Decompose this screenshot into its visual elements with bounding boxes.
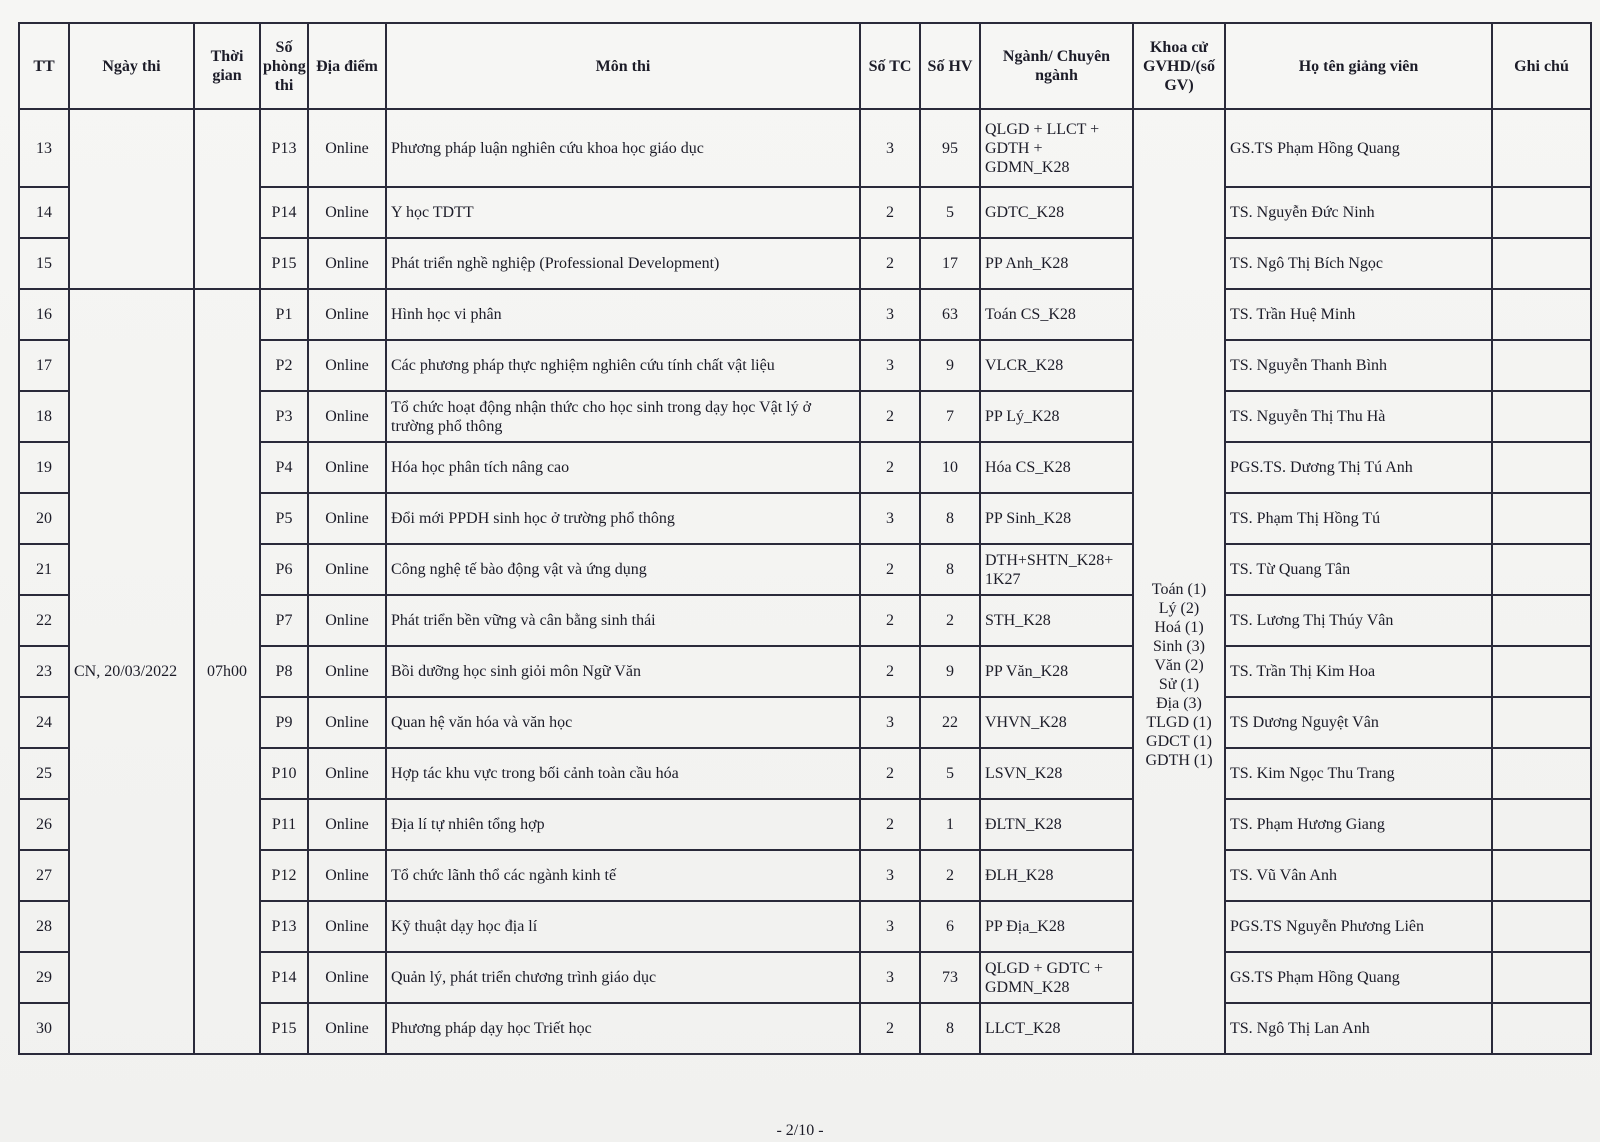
- cell-mon-thi: Địa lí tự nhiên tổng hợp: [386, 799, 860, 850]
- khoa-cu-item: Lý (2): [1158, 600, 1200, 617]
- cell-tt: 20: [19, 493, 69, 544]
- cell-mon-thi: Công nghệ tế bào động vật và ứng dụng: [386, 544, 860, 595]
- header-so-phong-thi: Số phòng thi: [260, 23, 308, 109]
- cell-tt: 28: [19, 901, 69, 952]
- cell-giang-vien: TS. Lương Thị Thúy Vân: [1225, 595, 1492, 646]
- cell-mon-thi: Đổi mới PPDH sinh học ở trường phổ thông: [386, 493, 860, 544]
- header-nganh: Ngành/ Chuyên ngành: [980, 23, 1133, 109]
- cell-so-hv: 63: [920, 289, 980, 340]
- cell-nganh: QLGD + GDTC + GDMN_K28: [980, 952, 1133, 1003]
- cell-thoi-gian: 07h00: [194, 289, 260, 1054]
- cell-phong: P2: [260, 340, 308, 391]
- khoa-cu-item: TLGD (1): [1146, 714, 1212, 731]
- cell-so-hv: 9: [920, 646, 980, 697]
- cell-mon-thi: Hóa học phân tích nâng cao: [386, 442, 860, 493]
- cell-so-tc: 3: [860, 697, 920, 748]
- cell-tt: 16: [19, 289, 69, 340]
- cell-giang-vien: TS. Phạm Thị Hồng Tú: [1225, 493, 1492, 544]
- cell-giang-vien: TS. Nguyễn Thanh Bình: [1225, 340, 1492, 391]
- cell-giang-vien: TS. Phạm Hương Giang: [1225, 799, 1492, 850]
- cell-tt: 13: [19, 109, 69, 187]
- cell-ghi-chu: [1492, 493, 1591, 544]
- cell-phong: P5: [260, 493, 308, 544]
- cell-phong: P13: [260, 109, 308, 187]
- cell-nganh: GDTC_K28: [980, 187, 1133, 238]
- cell-dia-diem: Online: [308, 646, 386, 697]
- cell-nganh: VLCR_K28: [980, 340, 1133, 391]
- header-khoa-cu: Khoa cử GVHD/(số GV): [1133, 23, 1225, 109]
- cell-nganh: ĐLTN_K28: [980, 799, 1133, 850]
- khoa-cu-item: Hoá (1): [1154, 619, 1204, 636]
- cell-ghi-chu: [1492, 187, 1591, 238]
- cell-ghi-chu: [1492, 289, 1591, 340]
- cell-giang-vien: TS. Trần Thị Kim Hoa: [1225, 646, 1492, 697]
- cell-tt: 26: [19, 799, 69, 850]
- cell-so-tc: 2: [860, 442, 920, 493]
- cell-dia-diem: Online: [308, 850, 386, 901]
- cell-giang-vien: TS. Nguyễn Đức Ninh: [1225, 187, 1492, 238]
- cell-dia-diem: Online: [308, 391, 386, 442]
- cell-so-tc: 3: [860, 901, 920, 952]
- header-mon-thi: Môn thi: [386, 23, 860, 109]
- cell-dia-diem: Online: [308, 493, 386, 544]
- cell-tt: 27: [19, 850, 69, 901]
- cell-so-tc: 2: [860, 391, 920, 442]
- cell-mon-thi: Hình học vi phân: [386, 289, 860, 340]
- cell-phong: P15: [260, 1003, 308, 1054]
- cell-nganh: PP Anh_K28: [980, 238, 1133, 289]
- cell-giang-vien: PGS.TS. Dương Thị Tú Anh: [1225, 442, 1492, 493]
- cell-so-tc: 2: [860, 595, 920, 646]
- cell-giang-vien: GS.TS Phạm Hồng Quang: [1225, 109, 1492, 187]
- cell-ghi-chu: [1492, 646, 1591, 697]
- cell-khoa-cu: [1133, 109, 1225, 1054]
- cell-giang-vien: PGS.TS Nguyễn Phương Liên: [1225, 901, 1492, 952]
- cell-giang-vien: TS. Ngô Thị Lan Anh: [1225, 1003, 1492, 1054]
- exam-schedule-table: [18, 22, 1592, 1055]
- cell-ghi-chu: [1492, 799, 1591, 850]
- cell-so-tc: 2: [860, 748, 920, 799]
- cell-so-hv: 8: [920, 544, 980, 595]
- cell-so-tc: 2: [860, 1003, 920, 1054]
- khoa-cu-item: GDTH (1): [1145, 752, 1213, 769]
- khoa-cu-item: Toán (1): [1151, 581, 1207, 598]
- cell-so-tc: 3: [860, 109, 920, 187]
- cell-nganh: LSVN_K28: [980, 748, 1133, 799]
- cell-so-tc: 2: [860, 799, 920, 850]
- cell-nganh: PP Địa_K28: [980, 901, 1133, 952]
- cell-mon-thi: Kỹ thuật dạy học địa lí: [386, 901, 860, 952]
- khoa-cu-item: Sinh (3): [1153, 638, 1205, 655]
- cell-dia-diem: Online: [308, 109, 386, 187]
- cell-ngay-thi: CN, 20/03/2022: [69, 289, 194, 1054]
- cell-so-hv: 5: [920, 748, 980, 799]
- cell-so-tc: 3: [860, 493, 920, 544]
- cell-dia-diem: Online: [308, 340, 386, 391]
- cell-mon-thi: Bồi dưỡng học sinh giỏi môn Ngữ Văn: [386, 646, 860, 697]
- cell-ghi-chu: [1492, 595, 1591, 646]
- cell-mon-thi: Phát triển bền vững và cân bằng sinh thái: [386, 595, 860, 646]
- cell-nganh: Hóa CS_K28: [980, 442, 1133, 493]
- cell-tt: 24: [19, 697, 69, 748]
- cell-so-hv: 2: [920, 850, 980, 901]
- cell-ghi-chu: [1492, 952, 1591, 1003]
- cell-ghi-chu: [1492, 340, 1591, 391]
- cell-giang-vien: TS. Vũ Vân Anh: [1225, 850, 1492, 901]
- cell-tt: 23: [19, 646, 69, 697]
- cell-mon-thi: Y học TDTT: [386, 187, 860, 238]
- cell-so-hv: 17: [920, 238, 980, 289]
- cell-giang-vien: TS. Ngô Thị Bích Ngọc: [1225, 238, 1492, 289]
- cell-so-hv: 22: [920, 697, 980, 748]
- cell-mon-thi: Phương pháp luận nghiên cứu khoa học giáo dục: [386, 109, 860, 187]
- cell-phong: P4: [260, 442, 308, 493]
- cell-phong: P11: [260, 799, 308, 850]
- cell-mon-thi: Quan hệ văn hóa và văn học: [386, 697, 860, 748]
- cell-ngay-thi-blank: [69, 109, 194, 289]
- cell-mon-thi: Tổ chức hoạt động nhận thức cho học sinh trong dạy học Vật lý ở trường phổ thông: [386, 391, 860, 442]
- cell-so-hv: 1: [920, 799, 980, 850]
- table-row: [19, 109, 1591, 187]
- header-so-hv: Số HV: [920, 23, 980, 109]
- cell-ghi-chu: [1492, 697, 1591, 748]
- cell-giang-vien: TS. Nguyễn Thị Thu Hà: [1225, 391, 1492, 442]
- cell-so-tc: 3: [860, 289, 920, 340]
- cell-ghi-chu: [1492, 442, 1591, 493]
- cell-phong: P14: [260, 187, 308, 238]
- header-ngay-thi: Ngày thi: [69, 23, 194, 109]
- cell-tt: 30: [19, 1003, 69, 1054]
- cell-phong: P9: [260, 697, 308, 748]
- cell-nganh: LLCT_K28: [980, 1003, 1133, 1054]
- khoa-cu-item: Địa (3): [1156, 695, 1202, 712]
- cell-phong: P3: [260, 391, 308, 442]
- cell-mon-thi: Hợp tác khu vực trong bối cảnh toàn cầu hóa: [386, 748, 860, 799]
- cell-tt: 19: [19, 442, 69, 493]
- cell-tt: 22: [19, 595, 69, 646]
- cell-so-hv: 95: [920, 109, 980, 187]
- cell-dia-diem: Online: [308, 1003, 386, 1054]
- cell-nganh: PP Sinh_K28: [980, 493, 1133, 544]
- cell-dia-diem: Online: [308, 799, 386, 850]
- cell-ghi-chu: [1492, 850, 1591, 901]
- cell-mon-thi: Các phương pháp thực nghiệm nghiên cứu tính chất vật liệu: [386, 340, 860, 391]
- cell-nganh: VHVN_K28: [980, 697, 1133, 748]
- cell-dia-diem: Online: [308, 697, 386, 748]
- cell-nganh: ĐLH_K28: [980, 850, 1133, 901]
- cell-dia-diem: Online: [308, 187, 386, 238]
- cell-tt: 14: [19, 187, 69, 238]
- cell-so-hv: 7: [920, 391, 980, 442]
- cell-so-hv: 73: [920, 952, 980, 1003]
- cell-ghi-chu: [1492, 238, 1591, 289]
- cell-tt: 25: [19, 748, 69, 799]
- cell-tt: 29: [19, 952, 69, 1003]
- cell-tt: 18: [19, 391, 69, 442]
- cell-giang-vien: TS Dương Nguyệt Vân: [1225, 697, 1492, 748]
- header-tt: TT: [19, 23, 69, 109]
- cell-giang-vien: TS. Trần Huệ Minh: [1225, 289, 1492, 340]
- table-row: [19, 289, 1591, 340]
- cell-dia-diem: Online: [308, 289, 386, 340]
- cell-dia-diem: Online: [308, 595, 386, 646]
- cell-phong: P12: [260, 850, 308, 901]
- cell-phong: P1: [260, 289, 308, 340]
- cell-ghi-chu: [1492, 901, 1591, 952]
- cell-so-tc: 2: [860, 238, 920, 289]
- cell-so-tc: 2: [860, 187, 920, 238]
- cell-so-hv: 9: [920, 340, 980, 391]
- cell-so-hv: 5: [920, 187, 980, 238]
- cell-ghi-chu: [1492, 1003, 1591, 1054]
- cell-dia-diem: Online: [308, 748, 386, 799]
- cell-tt: 17: [19, 340, 69, 391]
- cell-dia-diem: Online: [308, 544, 386, 595]
- cell-ghi-chu: [1492, 391, 1591, 442]
- cell-so-tc: 3: [860, 952, 920, 1003]
- header-ghi-chu: Ghi chú: [1492, 23, 1591, 109]
- cell-so-tc: 3: [860, 850, 920, 901]
- cell-so-tc: 3: [860, 340, 920, 391]
- cell-phong: P15: [260, 238, 308, 289]
- cell-ghi-chu: [1492, 748, 1591, 799]
- cell-nganh: QLGD + LLCT + GDTH + GDMN_K28: [980, 109, 1133, 187]
- khoa-cu-item: Sử (1): [1158, 676, 1200, 693]
- cell-ghi-chu: [1492, 109, 1591, 187]
- cell-giang-vien: TS. Kim Ngọc Thu Trang: [1225, 748, 1492, 799]
- cell-phong: P10: [260, 748, 308, 799]
- cell-tt: 15: [19, 238, 69, 289]
- cell-so-hv: 10: [920, 442, 980, 493]
- cell-dia-diem: Online: [308, 952, 386, 1003]
- cell-mon-thi: Phát triển nghề nghiệp (Professional Development): [386, 238, 860, 289]
- cell-tt: 21: [19, 544, 69, 595]
- cell-phong: P6: [260, 544, 308, 595]
- khoa-cu-item: Văn (2): [1154, 657, 1204, 674]
- cell-nganh: DTH+SHTN_K28+ 1K27: [980, 544, 1133, 595]
- cell-so-hv: 2: [920, 595, 980, 646]
- cell-giang-vien: TS. Từ Quang Tân: [1225, 544, 1492, 595]
- cell-so-tc: 2: [860, 646, 920, 697]
- cell-nganh: PP Văn_K28: [980, 646, 1133, 697]
- cell-phong: P7: [260, 595, 308, 646]
- cell-dia-diem: Online: [308, 442, 386, 493]
- cell-phong: P8: [260, 646, 308, 697]
- cell-mon-thi: Phương pháp dạy học Triết học: [386, 1003, 860, 1054]
- cell-dia-diem: Online: [308, 901, 386, 952]
- page-number: - 2/10 -: [776, 1122, 824, 1139]
- table-body: [19, 109, 1591, 1054]
- cell-so-hv: 6: [920, 901, 980, 952]
- cell-phong: P13: [260, 901, 308, 952]
- cell-mon-thi: Quản lý, phát triển chương trình giáo dục: [386, 952, 860, 1003]
- cell-thoi-gian-blank: [194, 109, 260, 289]
- cell-dia-diem: Online: [308, 238, 386, 289]
- cell-mon-thi: Tổ chức lãnh thổ các ngành kinh tế: [386, 850, 860, 901]
- header-row: [19, 23, 1591, 109]
- cell-nganh: PP Lý_K28: [980, 391, 1133, 442]
- cell-so-hv: 8: [920, 1003, 980, 1054]
- header-giang-vien: Họ tên giảng viên: [1225, 23, 1492, 109]
- cell-phong: P14: [260, 952, 308, 1003]
- header-dia-diem: Địa điểm: [308, 23, 386, 109]
- cell-so-tc: 2: [860, 544, 920, 595]
- khoa-cu-item: GDCT (1): [1146, 733, 1212, 750]
- cell-ghi-chu: [1492, 544, 1591, 595]
- cell-nganh: STH_K28: [980, 595, 1133, 646]
- header-thoi-gian: Thời gian: [194, 23, 260, 109]
- header-so-tc: Số TC: [860, 23, 920, 109]
- cell-so-hv: 8: [920, 493, 980, 544]
- cell-nganh: Toán CS_K28: [980, 289, 1133, 340]
- cell-giang-vien: GS.TS Phạm Hồng Quang: [1225, 952, 1492, 1003]
